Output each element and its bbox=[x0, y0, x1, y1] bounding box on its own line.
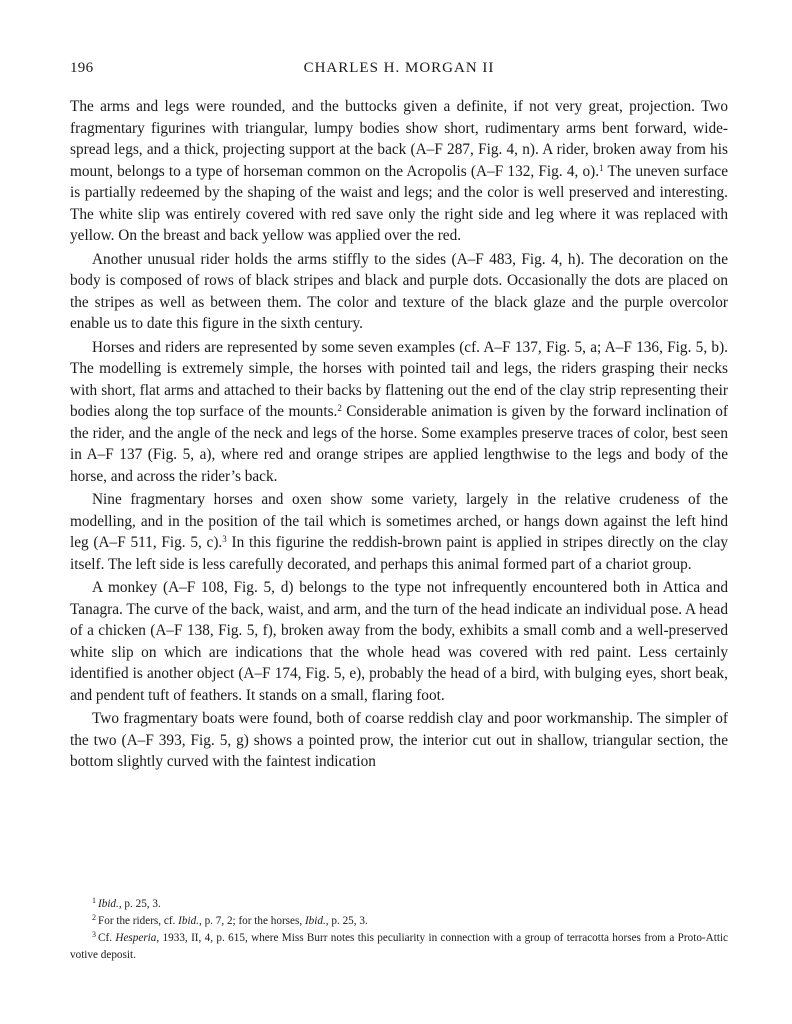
body-text bbox=[70, 96, 728, 773]
paragraph bbox=[70, 249, 728, 335]
text-segment: , p. 25, 3. bbox=[118, 898, 161, 910]
footnote-reference: 1 bbox=[599, 162, 604, 173]
text-segment: The uneven surface is partially redeemed by the shaping of the waist and legs; and the color is well preserved and interesting. The white slip was entirely covered with red save only the right side and leg where it was replaced with yellow. On the breast and back yellow was applied over the red. bbox=[70, 162, 728, 244]
running-head bbox=[70, 60, 728, 86]
running-head-author: CHARLES H. MORGAN II bbox=[303, 60, 495, 76]
footnote-mark: 1 bbox=[92, 896, 96, 905]
italic-text: Ibid. bbox=[178, 915, 199, 927]
text-segment: Horses and riders are represented by some seven examples (cf. A–F 137, Fig. 5, a; A–F 136, Fig. 5, b). The modelling is extremely simple, the horses with pointed tail and legs, the riders grasping their necks with short, flat arms and attached to their backs by flattening out the end of the clay strip representing their bodies along the top surface of the mounts. bbox=[70, 338, 728, 420]
paragraph bbox=[70, 337, 728, 488]
text-segment: A monkey (A–F 108, Fig. 5, d) belongs to the type not infrequently encountered both in Attica and Tanagra. The curve of the back, waist, and arm, and the turn of the head indicate an individual pose. A head of a chicken (A–F 138, Fig. 5, f), broken away from the body, exhibits a small comb and a well-preserved white slip on which are indications that the whole head was covered with red paint. Less certainly identified is another object (A–F 174, Fig. 5, e), probably the head of a bird, with bulging eyes, short beak, and pendent tuft of feathers. It stands on a small, flaring foot. bbox=[70, 579, 728, 704]
paragraph bbox=[70, 96, 728, 247]
footnote-mark: 2 bbox=[92, 913, 96, 922]
text-segment: Two fragmentary boats were found, both of coarse reddish clay and poor workmanship. The simpler of the two (A–F 393, Fig. 5, g) shows a pointed prow, the interior cut out in shallow, triangular section, the bottom slightly curved with the faintest indication bbox=[70, 710, 728, 770]
paragraph bbox=[70, 489, 728, 575]
paragraph bbox=[70, 577, 728, 706]
footnote-reference: 3 bbox=[222, 534, 227, 544]
text-segment: The arms and legs were rounded, and the buttocks given a definite, if not very great, projection. Two fragmentary figurines with triangular, lumpy bodies show short, rudimentary arms bent forward, wide-spread legs, and a thick, projecting support at the back (A–F 287, Fig. 4, n). A rider, broken away from his mount, belongs to a type of horseman common on the Acropolis (A–F 132, Fig. 4, o). bbox=[70, 98, 728, 180]
text-segment: , 1933, II, 4, p. 615, where Miss Burr notes this peculiarity in connection with a group of terracotta horses from a Proto-Attic votive deposit. bbox=[70, 932, 729, 961]
text-segment: , p. 7, 2; for the horses, bbox=[198, 915, 305, 927]
text-segment: For the riders, cf. bbox=[98, 915, 179, 927]
footnote-mark: 3 bbox=[92, 930, 96, 939]
italic-text: Ibid. bbox=[98, 898, 119, 910]
page-number: 196 bbox=[70, 60, 94, 76]
text-segment: Considerable animation is given by the forward inclination of the rider, and the angle of the neck and legs of the horse. Some examples preserve traces of color, best seen in A–F 137 (Fig. 5, a), where red and orange stripes are applied lengthwise to the legs and body of the horse, and across the rider’s back. bbox=[70, 403, 728, 485]
text-segment: Nine fragmentary horses and oxen show some variety, largely in the relative crudeness of the modelling, and in the position of the tail which is sometimes arched, or hangs down against the left hind leg (A–F 511, Fig. 5, c). bbox=[70, 491, 728, 551]
text-segment: In this figurine the reddish-brown paint is applied in stripes directly on the clay itself. The left side is less carefully decorated, and perhaps this animal formed part of a chariot group. bbox=[70, 534, 729, 573]
page bbox=[70, 60, 728, 775]
footnote-reference: 2 bbox=[337, 403, 342, 413]
italic-text: Hesperia bbox=[115, 932, 157, 944]
footnote bbox=[70, 896, 728, 913]
text-segment: Another unusual rider holds the arms stiffly to the sides (A–F 483, Fig. 4, h). The decoration on the body is composed of rows of black stripes and black and purple dots. Occasionally the dots are placed on the stripes as well as between them. The color and texture of the black glaze and the purple overcolor enable us to date this figure in the sixth century. bbox=[70, 250, 728, 332]
footnotes bbox=[70, 896, 728, 964]
italic-text: Ibid. bbox=[304, 915, 326, 927]
footnote bbox=[70, 913, 728, 930]
text-segment: Cf. bbox=[98, 932, 116, 944]
text-segment: , p. 25, 3. bbox=[325, 915, 368, 927]
paragraph bbox=[70, 708, 728, 773]
footnote bbox=[70, 930, 728, 964]
